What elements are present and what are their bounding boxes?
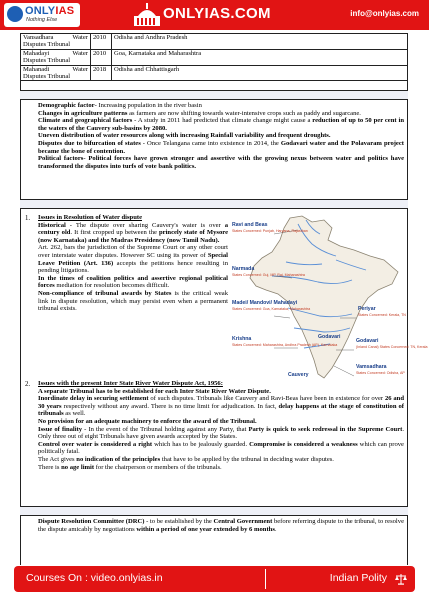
section-1-block xyxy=(38,214,228,313)
section-2-point: The Act gives no indication of the principles that have to be applied by the tribunal in deciding water disputes. xyxy=(38,455,334,463)
factor-agriculture: Changes in agriculture patterns as farmers are now shifting towards water-intensive crops such as paddy and sugarcane. xyxy=(38,109,361,117)
section-1-article: Art. 262, bars the jurisdiction of the Supreme Court or any other court over interstate water disputes. However SC using its power of Special Leave Petition (Art. 136) accepts the petitions hence resulting in pending litigations. xyxy=(38,244,228,275)
section-1-title: Issues in Resolution of Water dispute xyxy=(38,214,142,221)
map-label-periyar: Periyar xyxy=(358,306,376,312)
table-cell-states: Goa, Karnataka and Maharashtra xyxy=(112,49,408,65)
table-cell-tribunal: Mahanadi Water Disputes Tribunal xyxy=(21,65,91,81)
factor-bifurcation: Disputes due to bifurcation of states - Once Telangana came into existence in 2014, the Godavari water and the Polavaram project became the bone of contention. xyxy=(38,139,404,155)
logo-badge-icon xyxy=(7,6,23,22)
table-cell-tribunal: Mahadayi Water Disputes Tribunal xyxy=(21,49,91,65)
site-name[interactable]: ONLYIAS.COM xyxy=(163,5,271,22)
map-states-krishna: States Concerned: Maharashtra, Andhra Pradesh (AP), Karnataka xyxy=(232,343,338,347)
section-1-coalition: In the times of coalition politics and assertive regional political forces mediation for resolution becomes difficult. xyxy=(38,274,228,290)
table-cell-states: Odisha and Andhra Pradesh xyxy=(112,34,408,50)
section-2-point: Control over water is considered a right which has to be jealously guarded. Compromise is considered a weakness which can prove politically fatal. xyxy=(38,440,404,456)
section-2-point: There is no age limit for the chairperson or members of the tribunals. xyxy=(38,463,222,471)
logo-text: ONLYIAS xyxy=(25,5,75,17)
table-cell-tribunal: Vansadhara Water Disputes Tribunal xyxy=(21,34,91,50)
factor-political: Political factors- Political forces have grown stronger and assertive with the growing nexus between water and politics have transformed the disputes into turfs of vote bank politics. xyxy=(38,155,404,170)
map-states-periyar: States Concerned: Kerala, TN xyxy=(358,313,406,317)
table-row xyxy=(21,65,408,81)
map-states-ravi: States Concerned: Punjab, Haryana, Rajasthan xyxy=(232,229,308,233)
table-row xyxy=(21,34,408,50)
factor-demographic: Demographic factor- Increasing population in the river basin xyxy=(38,102,202,109)
river-disputes-map xyxy=(232,216,428,380)
tribunal-table xyxy=(20,33,408,81)
map-states-vamsadhara: States Concerned: Odisha, AP xyxy=(356,371,405,375)
map-label-madei: Madei/ Mandovi/ Mahadayi xyxy=(232,300,298,306)
section-2-block xyxy=(38,380,404,471)
footer-divider xyxy=(265,569,266,589)
table-row xyxy=(21,49,408,65)
table-cell-year: 2010 xyxy=(91,49,112,65)
section-2-title: Issues with the present Inter State River Water Dispute Act, 1956: xyxy=(38,380,223,387)
map-label-ravi: Ravi and Beas xyxy=(232,222,268,228)
section-2-point: No provision for an adequate machinery to enforce the award of the Tribunal. xyxy=(38,417,257,425)
map-label-godavari-2: Godavari xyxy=(356,338,379,344)
section-divider-band xyxy=(20,199,408,209)
courses-link[interactable]: Courses On : video.onlyias.in xyxy=(26,572,163,584)
factors-block xyxy=(38,102,404,170)
section-2-point: A separate Tribunal has to be established for each Inter State River Water Dispute. xyxy=(38,387,271,395)
factor-uneven: Uneven distribution of water resources along with increasing Rainfall variability and frequent droughts. xyxy=(38,132,331,140)
section-2-point: Issue of finality - In the event of the Tribunal holding against any Party, that Party is quick to seek redressal in the Supreme Court. Only three out of eight Tribunals have given awards accepted by the States. xyxy=(38,425,404,441)
map-label-narmada: Narmada xyxy=(232,266,255,272)
scales-of-justice-icon xyxy=(395,573,407,585)
map-label-cauvery: Cauvery xyxy=(288,372,309,378)
drc-block xyxy=(38,518,404,533)
brand-logo[interactable] xyxy=(4,3,80,27)
table-cell-year: 2010 xyxy=(91,34,112,50)
page-footer xyxy=(14,566,415,592)
map-states-narmada: States Concerned: Guj, MP, Raj, Maharashtra xyxy=(232,273,305,277)
map-label-vamsadhara: Vamsadhara xyxy=(356,364,387,370)
section-1-historical: Historical - The dispute over sharing Cauvery's water is over a century old. It first cropped up between the princely state of Mysore (now Karnataka) and the Madras Presidency (now Tamil Nadu). xyxy=(38,221,229,244)
table-cell-states: Odisha and Chhattisgarh xyxy=(112,65,408,81)
subject-label: Indian Polity xyxy=(329,572,387,584)
map-label-krishna: Krishna xyxy=(232,336,252,342)
section-1-noncompliance: Non-compliance of tribunal awards by States is the critical weak link in dispute resolution, which may persist even when a permanent tribunal exists. xyxy=(38,289,229,313)
section-divider-band xyxy=(20,506,408,516)
map-states-madei: States Concerned: Goa, Karnataka, Maharashtra xyxy=(232,307,311,311)
section-number: 2. xyxy=(25,381,31,388)
drc-paragraph: Dispute Resolution Committee (DRC) - to be established by the Central Government before referring dispute to the tribunal, to resolve the dispute amicably by negotiations within a period of one year extended by 6 months. xyxy=(38,518,404,533)
section-number: 1. xyxy=(25,215,31,222)
page-header xyxy=(0,0,429,30)
table-cell-year: 2018 xyxy=(91,65,112,81)
map-states-godavari-2: (Inland Canal) States Concerned: TN, Kerala xyxy=(356,345,428,349)
map-label-godavari: Godavari xyxy=(318,334,341,340)
factor-climate: Climate and geographical factors - A study in 2011 had predicted that climate change might cause a reduction of up to 50 per cent in the waters of the Cauvery sub-basins by 2080. xyxy=(38,117,404,132)
section-divider-band xyxy=(20,90,408,100)
logo-tagline: Nothing Else xyxy=(26,17,58,23)
section-2-point: Inordinate delay in securing settlement of such disputes. Tribunals like Cauvery and Ravi-Beas have been in existence for over 26 and 30 years respectively without any award. There is no time limit for adjudication. In fact, delay happens at the stage of constitution of tribunals as well. xyxy=(38,395,405,418)
contact-email[interactable]: info@onlyias.com xyxy=(350,9,419,18)
parliament-building-icon xyxy=(132,2,162,28)
